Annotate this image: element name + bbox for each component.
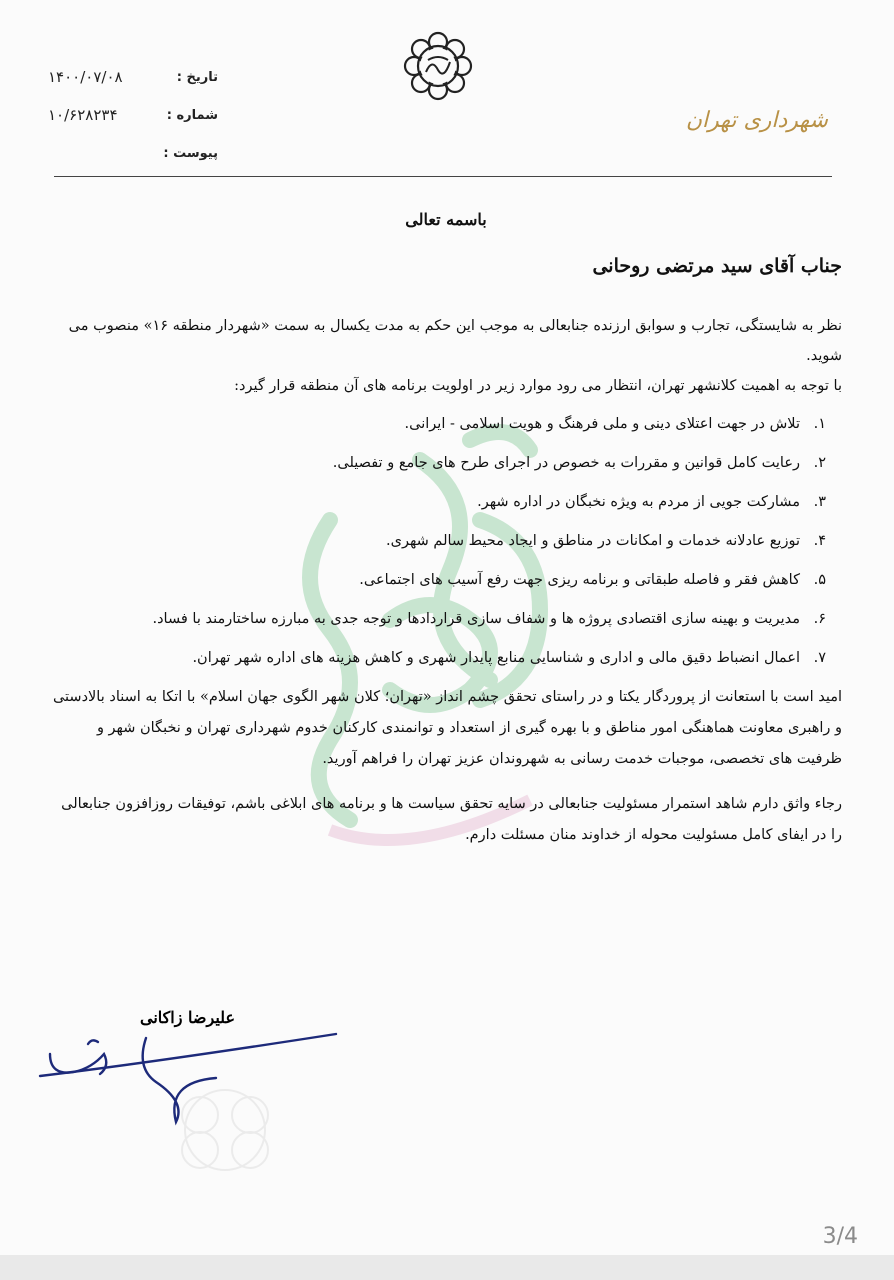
- item-number: ۴.: [813, 533, 826, 549]
- header-divider: [54, 176, 832, 177]
- date-row: [48, 58, 218, 96]
- closing-paragraph: رجاء واثق دارم شاهد استمرار مسئولیت جنابعالی در سایه تحقق سیاست ها و برنامه های ابلاغی باشم، توفیقات روزافزون جنابعالی را در ایفای کامل مسئولیت محوله از خداوند منان مسئلت دارم.: [61, 796, 842, 843]
- tehran-municipality-emblem-icon: [400, 28, 476, 104]
- item-text: مشارکت جویی از مردم به ویژه نخبگان در اداره شهر.: [477, 494, 800, 510]
- priorities-list: [50, 405, 842, 678]
- list-item: [50, 522, 826, 561]
- list-item: [50, 405, 826, 444]
- item-text: توزیع عادلانه خدمات و امکانات در مناطق و ایجاد محیط سالم شهری.: [386, 533, 800, 549]
- item-text: مدیریت و بهینه سازی اقتصادی پروژه ها و شفاف سازی قراردادها و توجه جدی به مبارزه ساختارمند با فساد.: [152, 611, 800, 627]
- item-number: ۲.: [813, 455, 826, 471]
- invocation: باسمه تعالی: [405, 210, 487, 229]
- item-number: ۱.: [813, 416, 826, 432]
- item-text: اعمال انضباط دقیق مالی و اداری و شناسایی منابع پایدار شهری و کاهش هزینه های اداره شهر تهران.: [192, 650, 800, 666]
- item-text: کاهش فقر و فاصله طبقاتی و برنامه ریزی جهت رفع آسیب های اجتماعی.: [359, 572, 800, 588]
- handwritten-signature-icon: [36, 1018, 356, 1128]
- date-label: تاریخ :: [176, 69, 218, 85]
- item-number: ۵.: [813, 572, 826, 588]
- intro-paragraph: نظر به شایستگی، تجارب و سوابق ارزنده جنابعالی به موجب این حکم به مدت یکسال به سمت «شهردار منطقه ۱۶» منصوب می شوید.: [68, 318, 842, 364]
- list-item: [50, 483, 826, 522]
- number-value: ۱۰/۶۲۸۲۳۴: [48, 106, 118, 124]
- list-item: [50, 444, 826, 483]
- signer-name: علیرضا زاکانی: [140, 1008, 235, 1027]
- item-number: ۳.: [813, 494, 826, 510]
- letter-body: [50, 200, 842, 851]
- item-text: رعایت کامل قوانین و مقررات به خصوص در اجرای طرح های جامع و تفصیلی.: [332, 455, 800, 471]
- date-value: ۱۴۰۰/۰۷/۰۸: [48, 68, 123, 86]
- municipality-logotype: شهرداری تهران: [685, 108, 828, 133]
- list-item: [50, 561, 826, 600]
- number-label: شماره :: [166, 107, 218, 123]
- item-number: ۷.: [813, 650, 826, 666]
- attachment-label: پیوست :: [163, 145, 218, 161]
- page-indicator: 3/4: [822, 1224, 858, 1249]
- addressee: جناب آقای سید مرتضی روحانی: [592, 255, 842, 277]
- list-item: [50, 600, 826, 639]
- hope-paragraph: امید است با استعانت از پروردگار یکتا و در راستای تحقق چشم انداز «تهران؛ کلان شهر الگوی جهان اسلام» با اتکا به اسناد بالادستی و راهبری معاونت هماهنگی امور مناطق و با بهره گیری از استعداد و توانمندی کارکنان خدوم شهرداری تهران و نخبگان شهر و ظرفیت های تخصصی، موجبات خدمت رسانی به شهروندان عزیز تهران را فراهم آورید.: [52, 689, 842, 767]
- letter-meta: [48, 58, 218, 172]
- list-item: [50, 639, 826, 678]
- viewer-footer: [0, 1255, 894, 1280]
- item-text: تلاش در جهت اعتلای دینی و ملی فرهنگ و هویت اسلامی - ایرانی.: [404, 416, 800, 432]
- attachment-row: [48, 134, 218, 172]
- item-number: ۶.: [813, 611, 826, 627]
- priorities-intro: با توجه به اهمیت کلانشهر تهران، انتظار می رود موارد زیر در اولویت برنامه های آن منطقه قرار گیرد:: [234, 378, 842, 394]
- number-row: [48, 96, 218, 134]
